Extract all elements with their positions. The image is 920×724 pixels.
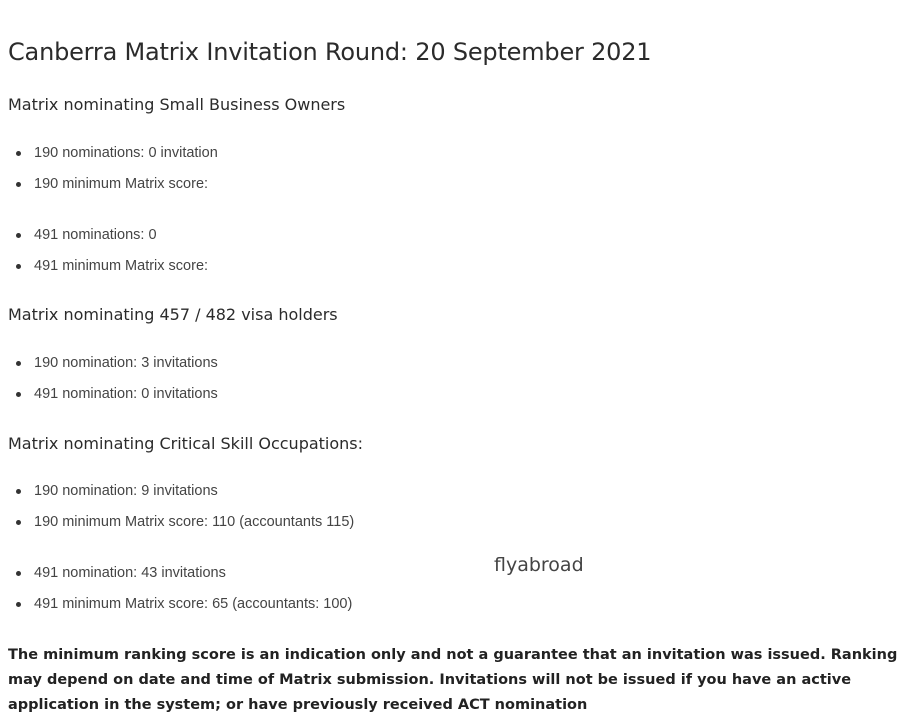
list-item: 190 nomination: 9 invitations	[8, 476, 354, 507]
list-item: 190 nominations: 0 invitation	[8, 138, 218, 169]
critical-skill-491-list	[8, 558, 352, 620]
critical-skill-190-list	[8, 476, 354, 538]
list-item: 190 minimum Matrix score:	[8, 169, 218, 200]
list-item: 491 nomination: 43 invitations	[8, 558, 352, 589]
list-item: 491 minimum Matrix score: 65 (accountants: 100)	[8, 589, 352, 620]
page-title: Canberra Matrix Invitation Round: 20 September 2021	[8, 38, 652, 66]
list-item: 190 minimum Matrix score: 110 (accountants 115)	[8, 507, 354, 538]
visa-holders-list	[8, 348, 218, 410]
section-heading-small-business: Matrix nominating Small Business Owners	[8, 95, 346, 114]
list-item: 491 minimum Matrix score:	[8, 251, 208, 282]
list-item: 491 nomination: 0 invitations	[8, 379, 218, 410]
section-heading-visa-holders: Matrix nominating 457 / 482 visa holders	[8, 305, 338, 324]
small-business-190-list	[8, 138, 218, 200]
disclaimer-note: The minimum ranking score is an indication only and not a guarantee that an invitation was issued. Ranking may depend on date and time of Matrix submission. Invitations will not be issued if you have an active application in the system; or have previously received ACT nomination	[8, 647, 898, 713]
list-item: 491 nominations: 0	[8, 220, 208, 251]
section-heading-critical-skill: Matrix nominating Critical Skill Occupations:	[8, 434, 364, 453]
small-business-491-list	[8, 220, 208, 282]
watermark: flyabroad	[494, 554, 584, 576]
list-item: 190 nomination: 3 invitations	[8, 348, 218, 379]
